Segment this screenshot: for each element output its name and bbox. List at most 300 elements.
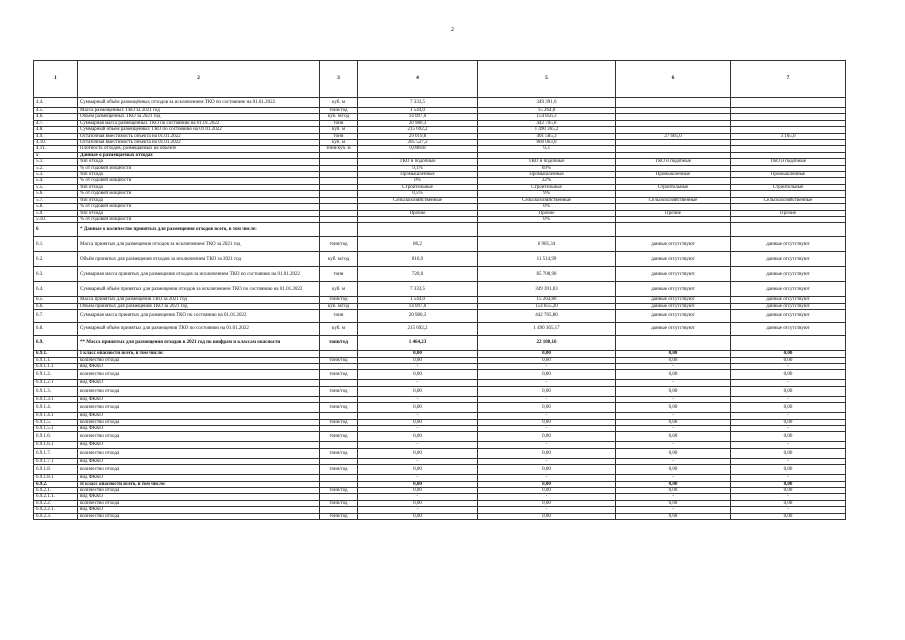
value-col-5: 154 855,20 bbox=[478, 303, 616, 309]
value-col-7: - bbox=[731, 458, 846, 464]
value-col-5: 0,00 bbox=[478, 488, 616, 494]
value-col-4: 80,2 bbox=[358, 237, 478, 252]
value-col-5: 442 705,80 bbox=[478, 310, 616, 323]
value-col-6: данные отсутствуют bbox=[616, 252, 731, 267]
value-col-6: 0,00 bbox=[616, 386, 731, 396]
row-number: 6.2. bbox=[34, 252, 78, 267]
row-description: вид ФККО bbox=[78, 380, 320, 386]
row-number: 6.3. bbox=[34, 267, 78, 282]
row-number: 6.9.1.6. bbox=[34, 432, 78, 442]
row-description: * Данные о количестве принятых для размещения отходов всего, в том числе: bbox=[78, 223, 320, 237]
header-row bbox=[34, 61, 846, 98]
table-row bbox=[34, 223, 846, 237]
row-description: Суммарный объём размещённых отходов за исключением ТКО по состоянию на 01.01.2022 bbox=[78, 98, 320, 108]
row-number: 5.10. bbox=[34, 216, 78, 222]
row-number: 4.10. bbox=[34, 140, 78, 146]
value-col-5: 860 063,0 bbox=[478, 140, 616, 146]
value-col-4: - bbox=[358, 363, 478, 369]
value-col-4: 1 544,0 bbox=[358, 297, 478, 303]
row-unit: тонн/год bbox=[320, 465, 358, 475]
row-description: Масса принятых для размещения ТКО за 2021 год bbox=[78, 297, 320, 303]
row-number: 6.9. bbox=[34, 336, 78, 351]
header-cell: 5 bbox=[478, 61, 616, 98]
row-number: 6.9.2.1. bbox=[34, 488, 78, 494]
value-col-5: 0,00 bbox=[478, 386, 616, 396]
value-col-4: 0,09818 bbox=[358, 146, 478, 152]
value-col-7: 0,00 bbox=[731, 403, 846, 413]
value-col-7: - bbox=[731, 396, 846, 402]
row-number: 4.11. bbox=[34, 146, 78, 152]
value-col-6: 0,00 bbox=[616, 465, 731, 475]
value-col-4 bbox=[358, 223, 478, 237]
value-col-7: данные отсутствуют bbox=[731, 323, 846, 336]
row-number: 5.4. bbox=[34, 178, 78, 184]
value-col-5: 0,00 bbox=[478, 465, 616, 475]
row-description: количество отхода bbox=[78, 465, 320, 475]
value-col-6: 0,00 bbox=[616, 403, 731, 413]
row-number: 6.9.2.2. bbox=[34, 500, 78, 506]
value-col-7: Сельскохозяйственные bbox=[731, 197, 846, 203]
table-row bbox=[34, 432, 846, 442]
value-col-5: 9% bbox=[478, 191, 616, 197]
value-col-5: - bbox=[478, 442, 616, 448]
row-number: 6.6. bbox=[34, 303, 78, 309]
row-description: % от годовой мощности bbox=[78, 165, 320, 171]
value-col-5: 0,00 bbox=[478, 403, 616, 413]
value-col-7: данные отсутствуют bbox=[731, 303, 846, 309]
value-col-5: 22% bbox=[478, 178, 616, 184]
table-row bbox=[34, 386, 846, 396]
value-col-6: 0,00 bbox=[616, 357, 731, 363]
value-col-4: - bbox=[358, 507, 478, 513]
value-col-6: - bbox=[616, 442, 731, 448]
value-col-5: 0,00 bbox=[478, 513, 616, 519]
row-description: тип отхода bbox=[78, 172, 320, 178]
row-description: Суммарная масса принятых для размещения отходов за исключением ТКО по состоянию на 01.01.2022 bbox=[78, 267, 320, 282]
value-col-5: 0,00 bbox=[478, 448, 616, 458]
row-unit: тонн/год bbox=[320, 448, 358, 458]
value-col-5: - bbox=[478, 425, 616, 431]
value-col-4: 29 019,8 bbox=[358, 133, 478, 139]
value-col-5: Прочие bbox=[478, 210, 616, 216]
value-col-7: ТКО и подобные bbox=[731, 159, 846, 165]
value-col-4: 0,00 bbox=[358, 481, 478, 487]
table-row bbox=[34, 370, 846, 380]
header-cell: 6 bbox=[616, 61, 731, 98]
data-table bbox=[33, 60, 846, 520]
value-col-4: Промышленные bbox=[358, 172, 478, 178]
row-unit: тонн/год bbox=[320, 513, 358, 519]
value-col-5: ТКО и подобные bbox=[478, 159, 616, 165]
value-col-6: Промышленные bbox=[616, 172, 731, 178]
value-col-7: 0,00 bbox=[731, 370, 846, 380]
row-description: количество отхода bbox=[78, 386, 320, 396]
row-unit: тонн/год bbox=[320, 488, 358, 494]
value-col-4: - bbox=[358, 458, 478, 464]
row-number: 6.9.1.1. bbox=[34, 357, 78, 363]
value-col-7: 0,00 bbox=[731, 351, 846, 357]
value-col-7: 0,00 bbox=[731, 465, 846, 475]
row-number: 6.9.1.3. bbox=[34, 386, 78, 396]
value-col-6: - bbox=[616, 494, 731, 500]
value-col-4: 205 527,2 bbox=[358, 140, 478, 146]
value-col-6: 0,00 bbox=[616, 513, 731, 519]
value-col-7: - bbox=[731, 363, 846, 369]
row-description: количество отхода bbox=[78, 403, 320, 413]
table-row bbox=[34, 448, 846, 458]
row-description: тип отхода bbox=[78, 210, 320, 216]
row-description: вид ФККО bbox=[78, 413, 320, 419]
value-col-7: - bbox=[731, 507, 846, 513]
value-col-6: - bbox=[616, 396, 731, 402]
value-col-6: 0,00 bbox=[616, 419, 731, 425]
value-col-5: - bbox=[478, 494, 616, 500]
value-col-7 bbox=[731, 336, 846, 351]
value-col-4: - bbox=[358, 425, 478, 431]
row-description: ** Масса принятых для размещения отходов в 2021 год по шифрам и классам опасности bbox=[78, 336, 320, 351]
row-description: Суммарный объём принятых для размещения отходов за исключением ТКО по состоянию на 01.01.2022 bbox=[78, 282, 320, 297]
value-col-4: 0% bbox=[358, 178, 478, 184]
row-number: 6.9.1.4.1 bbox=[34, 413, 78, 419]
value-col-5: - bbox=[478, 380, 616, 386]
row-number: 6.9.2.1.1. bbox=[34, 494, 78, 500]
value-col-7: 0,00 bbox=[731, 513, 846, 519]
row-number: 6.9.2.3. bbox=[34, 513, 78, 519]
row-number: 5.6. bbox=[34, 191, 78, 197]
row-unit: тонн bbox=[320, 133, 358, 139]
row-description: % от годовой мощности bbox=[78, 204, 320, 210]
row-description: Объём размещённых ТКО за 2021 год bbox=[78, 114, 320, 120]
row-description: I класс опасности всего, в том числе: bbox=[78, 351, 320, 357]
value-col-6: - bbox=[616, 458, 731, 464]
row-unit: тонн/год bbox=[320, 357, 358, 363]
row-number: 6.9.2. bbox=[34, 481, 78, 487]
value-col-6: 0,00 bbox=[616, 432, 731, 442]
row-number: 4.5. bbox=[34, 108, 78, 114]
value-col-5: 22 108,16 bbox=[478, 336, 616, 351]
row-unit: куб. м/год bbox=[320, 303, 358, 309]
value-col-7: данные отсутствуют bbox=[731, 310, 846, 323]
value-col-6: данные отсутствуют bbox=[616, 303, 731, 309]
row-unit: тонн/год bbox=[320, 297, 358, 303]
value-col-5: - bbox=[478, 413, 616, 419]
value-col-6 bbox=[616, 98, 731, 108]
value-col-7: 0,00 bbox=[731, 386, 846, 396]
row-number: 6.7. bbox=[34, 310, 78, 323]
row-description: Суммарная масса размещённых ТКО по состоянию на 01.01.2022 bbox=[78, 120, 320, 126]
value-col-6: - bbox=[616, 425, 731, 431]
row-description: вид ФККО bbox=[78, 475, 320, 481]
value-col-6: данные отсутствуют bbox=[616, 267, 731, 282]
value-col-4: 14 097,0 bbox=[358, 303, 478, 309]
value-col-6 bbox=[616, 336, 731, 351]
value-col-7: 0,00 bbox=[731, 432, 846, 442]
row-description: Данные о размещаемых отходах bbox=[78, 152, 320, 158]
value-col-5: - bbox=[478, 475, 616, 481]
row-number: 4.8. bbox=[34, 127, 78, 133]
value-col-4: 0,00 bbox=[358, 419, 478, 425]
row-unit: тонн bbox=[320, 310, 358, 323]
value-col-5: 69% bbox=[478, 165, 616, 171]
row-number: 5.7. bbox=[34, 197, 78, 203]
row-unit: тонн/год bbox=[320, 108, 358, 114]
table-row bbox=[34, 310, 846, 323]
value-col-7: 0,00 bbox=[731, 419, 846, 425]
value-col-7: Прочие bbox=[731, 210, 846, 216]
value-col-5: - bbox=[478, 458, 616, 464]
row-description: % от годовой мощности bbox=[78, 191, 320, 197]
value-col-6: Строительные bbox=[616, 184, 731, 190]
value-col-5: 15 264,80 bbox=[478, 297, 616, 303]
table-row bbox=[34, 282, 846, 297]
header-cell: 4 bbox=[358, 61, 478, 98]
row-unit: тонн/год bbox=[320, 419, 358, 425]
table-row bbox=[34, 98, 846, 108]
value-col-4: 1 544,0 bbox=[358, 108, 478, 114]
row-number: 5.2. bbox=[34, 165, 78, 171]
value-col-7: Промышленные bbox=[731, 172, 846, 178]
value-col-7: - bbox=[731, 380, 846, 386]
value-col-6: данные отсутствуют bbox=[616, 323, 731, 336]
value-col-7: данные отсутствуют bbox=[731, 252, 846, 267]
row-description: Масса принятых для размещения отходов за исключением ТКО за 2021 год bbox=[78, 237, 320, 252]
row-description: вид ФККО bbox=[78, 458, 320, 464]
row-number: 6.4. bbox=[34, 282, 78, 297]
row-description: количество отхода bbox=[78, 357, 320, 363]
value-col-7: 3 165,0 bbox=[731, 133, 846, 139]
row-unit bbox=[320, 223, 358, 237]
row-description: количество отхода bbox=[78, 500, 320, 506]
value-col-5: 11 514,99 bbox=[478, 252, 616, 267]
row-description: вид ФККО bbox=[78, 507, 320, 513]
value-col-6 bbox=[616, 223, 731, 237]
value-col-6: 0,00 bbox=[616, 370, 731, 380]
value-col-4: 1 464,23 bbox=[358, 336, 478, 351]
value-col-4: 0,00 bbox=[358, 351, 478, 357]
row-description: Остаточная вместимость объекта на 01.01.2022 bbox=[78, 133, 320, 139]
row-number: 5.8. bbox=[34, 204, 78, 210]
value-col-7: - bbox=[731, 494, 846, 500]
value-col-4: 7 333,5 bbox=[358, 282, 478, 297]
value-col-5: - bbox=[478, 396, 616, 402]
row-unit: куб. м bbox=[320, 282, 358, 297]
row-number: 6.9.1.8. bbox=[34, 465, 78, 475]
row-unit: тонн bbox=[320, 120, 358, 126]
row-number: 6.9.2.2.1. bbox=[34, 507, 78, 513]
table-row bbox=[34, 336, 846, 351]
value-col-6: 0,00 bbox=[616, 481, 731, 487]
value-col-6: данные отсутствуют bbox=[616, 282, 731, 297]
row-description: Объём принятых для размещения ТКО за 2021 год bbox=[78, 303, 320, 309]
row-description: Суммарный объём размещённых ТКО по состоянию на 01.01.2022 bbox=[78, 127, 320, 133]
row-number: 5.3. bbox=[34, 172, 78, 178]
value-col-5: 0,00 bbox=[478, 351, 616, 357]
row-description: вид ФККО bbox=[78, 396, 320, 402]
value-col-5: 0,00 bbox=[478, 419, 616, 425]
row-number: 6 bbox=[34, 223, 78, 237]
row-unit: куб. м/год bbox=[320, 114, 358, 120]
value-col-5: 0,00 bbox=[478, 481, 616, 487]
value-col-6: 0,00 bbox=[616, 488, 731, 494]
value-col-7: данные отсутствуют bbox=[731, 297, 846, 303]
header-cell: 7 bbox=[731, 61, 846, 98]
value-col-4: 0,00 bbox=[358, 432, 478, 442]
row-unit: куб. м bbox=[320, 127, 358, 133]
value-col-4: 20 980,3 bbox=[358, 120, 478, 126]
value-col-5: Промышленные bbox=[478, 172, 616, 178]
row-number: 6.9.1.1.1 bbox=[34, 363, 78, 369]
value-col-4: 14 097,0 bbox=[358, 114, 478, 120]
value-col-7: данные отсутствуют bbox=[731, 237, 846, 252]
row-number: 6.9.1.7. bbox=[34, 448, 78, 458]
table-row bbox=[34, 237, 846, 252]
row-description: % от годовой мощности bbox=[78, 178, 320, 184]
value-col-5: 6 905,34 bbox=[478, 237, 616, 252]
row-number: 6.5. bbox=[34, 297, 78, 303]
value-col-4: 0,00 bbox=[358, 500, 478, 506]
value-col-5: - bbox=[478, 507, 616, 513]
value-col-4: 0,00 bbox=[358, 386, 478, 396]
value-col-5: 0,00 bbox=[478, 370, 616, 380]
table-row bbox=[34, 323, 846, 336]
value-col-4: 0,5% bbox=[358, 191, 478, 197]
row-description: Масса размещённых ТКО за 2021 год bbox=[78, 108, 320, 114]
row-description: количество отхода bbox=[78, 513, 320, 519]
value-col-6: данные отсутствуют bbox=[616, 297, 731, 303]
row-number: 5.9. bbox=[34, 210, 78, 216]
row-description: количество отхода bbox=[78, 370, 320, 380]
row-number: 6.9.1.3.1 bbox=[34, 396, 78, 402]
value-col-4: Сельскохозяйственные bbox=[358, 197, 478, 203]
value-col-4: 0,00 bbox=[358, 370, 478, 380]
row-number: 6.8. bbox=[34, 323, 78, 336]
value-col-7 bbox=[731, 98, 846, 108]
row-unit: тонн/год bbox=[320, 237, 358, 252]
value-col-6: - bbox=[616, 380, 731, 386]
row-unit: тонн bbox=[320, 267, 358, 282]
value-col-4: Прочие bbox=[358, 210, 478, 216]
value-col-6: Прочие bbox=[616, 210, 731, 216]
row-number: 4.7. bbox=[34, 120, 78, 126]
row-description: тип отхода bbox=[78, 159, 320, 165]
value-col-4: 0,00 bbox=[358, 357, 478, 363]
value-col-7: - bbox=[731, 425, 846, 431]
table-row bbox=[34, 252, 846, 267]
row-number: 6.9.1.5. bbox=[34, 419, 78, 425]
row-description: количество отхода bbox=[78, 419, 320, 425]
row-unit: тонн/год bbox=[320, 370, 358, 380]
value-col-5: 442 705,8 bbox=[478, 120, 616, 126]
value-col-7: 0,00 bbox=[731, 500, 846, 506]
value-col-5: Сельскохозяйственные bbox=[478, 197, 616, 203]
value-col-5 bbox=[478, 223, 616, 237]
value-col-4: - bbox=[358, 494, 478, 500]
row-number: 5.1. bbox=[34, 159, 78, 165]
table-row bbox=[34, 465, 846, 475]
row-number: 5 bbox=[34, 152, 78, 158]
row-description: количество отхода bbox=[78, 432, 320, 442]
table-row bbox=[34, 513, 846, 519]
value-col-5: 15 264,8 bbox=[478, 108, 616, 114]
row-number: 4.6. bbox=[34, 114, 78, 120]
value-col-6: Сельскохозяйственные bbox=[616, 197, 731, 203]
row-number: 4.9. bbox=[34, 133, 78, 139]
value-col-5: 0,00 bbox=[478, 500, 616, 506]
value-col-4: - bbox=[358, 442, 478, 448]
value-col-4: 7 333,5 bbox=[358, 98, 478, 108]
value-col-4: 720,0 bbox=[358, 267, 478, 282]
value-col-4: 0,00 bbox=[358, 513, 478, 519]
value-col-4: 0,00 bbox=[358, 465, 478, 475]
value-col-6: 0,00 bbox=[616, 351, 731, 357]
row-number: 6.9.1.5.1 bbox=[34, 425, 78, 431]
value-col-7: - bbox=[731, 413, 846, 419]
value-col-4: 215 692,2 bbox=[358, 127, 478, 133]
value-col-6: 27 605,0 bbox=[616, 133, 731, 139]
value-col-7: данные отсутствуют bbox=[731, 267, 846, 282]
row-number: 6.9.1. bbox=[34, 351, 78, 357]
header-cell: 1 bbox=[34, 61, 78, 98]
value-col-6: данные отсутствуют bbox=[616, 237, 731, 252]
value-col-5: 349 391,03 bbox=[478, 282, 616, 297]
value-col-4: 0,00 bbox=[358, 488, 478, 494]
value-col-7: 0,00 bbox=[731, 357, 846, 363]
value-col-4: - bbox=[358, 380, 478, 386]
value-col-6: - bbox=[616, 413, 731, 419]
row-unit: тонн/год bbox=[320, 336, 358, 351]
value-col-4: ТКО и подобные bbox=[358, 159, 478, 165]
row-description: Суммарный объём принятых для размещения ТКО по состоянию на 01.01.2022 bbox=[78, 323, 320, 336]
value-col-7: - bbox=[731, 475, 846, 481]
value-col-5: 0,00 bbox=[478, 432, 616, 442]
row-number: 6.9.1.6.1 bbox=[34, 442, 78, 448]
row-description: вид ФККО bbox=[78, 494, 320, 500]
value-col-4: Строительные bbox=[358, 184, 478, 190]
value-col-4: 9,1% bbox=[358, 165, 478, 171]
value-col-4: 816,9 bbox=[358, 252, 478, 267]
value-col-7: 0,00 bbox=[731, 481, 846, 487]
row-unit: тонн/год bbox=[320, 403, 358, 413]
value-col-7: 0,00 bbox=[731, 488, 846, 494]
value-col-4: - bbox=[358, 413, 478, 419]
value-col-7 bbox=[731, 223, 846, 237]
value-col-5: 0% bbox=[478, 216, 616, 222]
row-description: вид ФККО bbox=[78, 425, 320, 431]
row-description: % от годовой мощности bbox=[78, 216, 320, 222]
value-col-5: 0,00 bbox=[478, 357, 616, 363]
value-col-5: 0,3 bbox=[478, 146, 616, 152]
value-col-5: 0% bbox=[478, 204, 616, 210]
value-col-4: 215 692,2 bbox=[358, 323, 478, 336]
row-number: 6.1. bbox=[34, 237, 78, 252]
row-description: тип отхода bbox=[78, 184, 320, 190]
value-col-6: 0,00 bbox=[616, 448, 731, 458]
row-number: 6.9.1.4. bbox=[34, 403, 78, 413]
table-row bbox=[34, 403, 846, 413]
value-col-5: 154 856,3 bbox=[478, 114, 616, 120]
value-col-6: 0,00 bbox=[616, 500, 731, 506]
value-col-5: 401 585,3 bbox=[478, 133, 616, 139]
value-col-6: - bbox=[616, 363, 731, 369]
row-description: Остаточная вместимость объекта на 01.01.2022 bbox=[78, 140, 320, 146]
row-description: Плотность отходов, размещаемых на объекте bbox=[78, 146, 320, 152]
value-col-4: 0,00 bbox=[358, 403, 478, 413]
header-cell: 3 bbox=[320, 61, 358, 98]
value-col-5: Строительные bbox=[478, 184, 616, 190]
row-description: тип отхода bbox=[78, 197, 320, 203]
row-description: количество отхода bbox=[78, 448, 320, 458]
row-description: количество отхода bbox=[78, 488, 320, 494]
